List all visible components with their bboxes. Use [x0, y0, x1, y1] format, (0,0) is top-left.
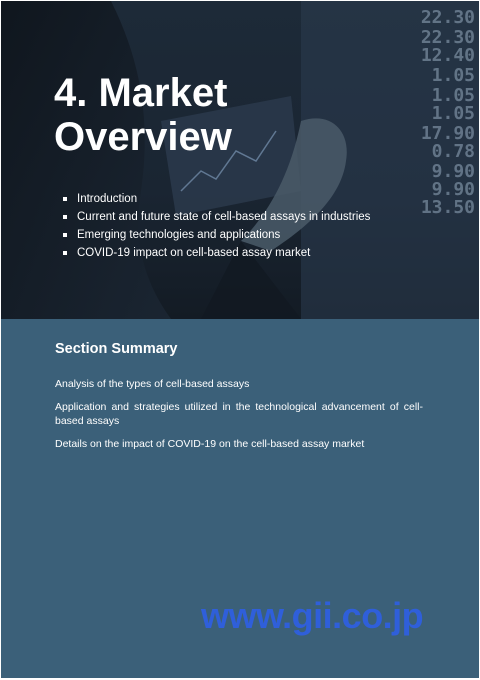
ticker-value: 1.05 — [431, 65, 475, 86]
hero-banner — [1, 1, 479, 319]
topic-list-item: Introduction — [61, 190, 370, 208]
topic-list — [61, 190, 370, 262]
ticker-value: 9.90 — [431, 179, 475, 200]
ticker-value: 1.05 — [431, 85, 475, 106]
ticker-value: 0.78 — [431, 141, 475, 162]
ticker-value: 17.90 — [420, 123, 475, 144]
topic-list-item: Current and future state of cell-based assays in industries — [61, 208, 370, 226]
section-title-line: 4. Market — [54, 71, 228, 115]
website-watermark: www.gii.co.jp — [201, 595, 424, 636]
ticker-value: 22.30 — [420, 7, 475, 28]
section-summary-title: Section Summary — [55, 341, 178, 357]
section-title-line: Overview — [54, 115, 232, 159]
ticker-value: 22.30 — [420, 27, 475, 48]
summary-item: Details on the impact of COVID-19 on the cell-based assay market — [55, 438, 365, 450]
summary-item: Analysis of the types of cell-based assays — [55, 378, 250, 390]
ticker-value: 1.05 — [431, 103, 475, 124]
section-title — [54, 71, 232, 159]
stock-ticker-background-image — [1, 1, 479, 319]
report-page — [1, 1, 479, 678]
ticker-value: 13.50 — [420, 197, 475, 218]
ticker-value: 9.90 — [431, 161, 475, 182]
ticker-value: 12.40 — [420, 45, 475, 66]
summary-item: Application and strategies utilized in the technological advancement of cell-based assays — [55, 401, 423, 427]
topic-list-item: COVID-19 impact on cell-based assay market — [61, 244, 370, 262]
topic-list-item: Emerging technologies and applications — [61, 226, 370, 244]
